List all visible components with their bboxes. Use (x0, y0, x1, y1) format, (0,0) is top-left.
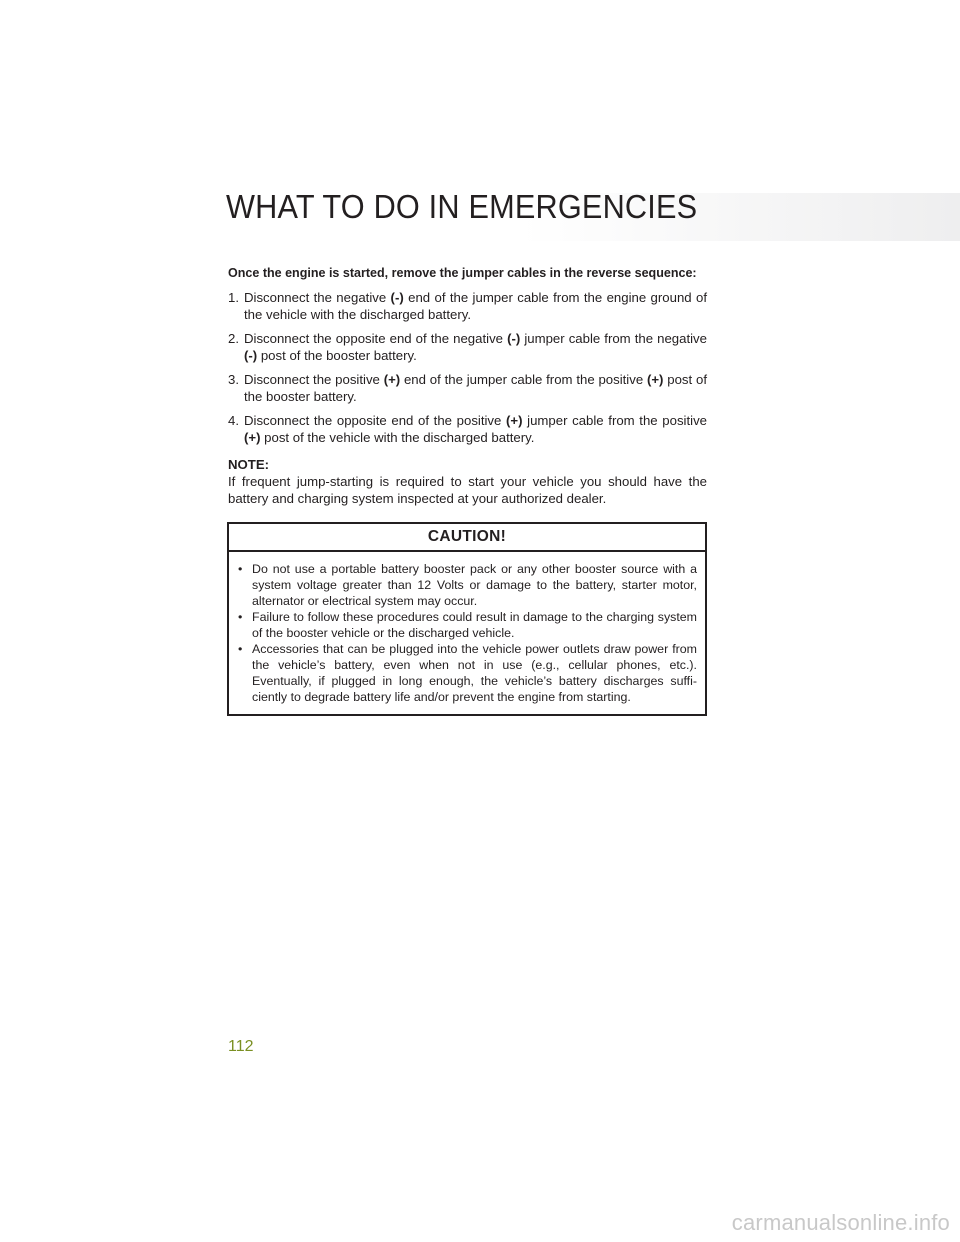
intro-text: Once the engine is started, remove the jumper cables in the reverse sequence: (228, 265, 697, 280)
positive-symbol: (+) (646, 372, 664, 387)
step-text: post of the booster battery. (257, 348, 417, 363)
caution-item-text: Accessories that can be plugged into the vehicle power outlets draw power from the vehicle’s battery, even when not in use (e.g., cellular phones, etc.). Eventually, if plugged in long enough, the vehicle’s battery discharges suffi-ciently to degrade battery life and/or prevent the engine from starting. (252, 642, 697, 704)
caution-item-text: Do not use a portable battery booster pack or any other booster source with a system voltage greater than 12 Volts or damage to the battery, starter motor, alternator or electrical system may occur. (252, 562, 697, 608)
negative-symbol: (-) (390, 290, 404, 305)
step-text: Disconnect the positive (244, 372, 384, 387)
step-text: jumper cable from the positive (522, 413, 707, 428)
step-item (228, 412, 707, 446)
main-content (228, 264, 707, 507)
positive-symbol: (+) (244, 430, 261, 445)
positive-symbol: (+) (383, 372, 401, 387)
watermark: carmanualsonline.info (731, 1210, 950, 1235)
positive-symbol: (+) (506, 413, 523, 428)
step-number: 4. (228, 413, 239, 428)
step-item (228, 330, 707, 364)
step-text: Disconnect the opposite end of the negative (244, 331, 508, 346)
step-item (228, 289, 707, 323)
step-item (228, 371, 707, 405)
step-number: 2. (228, 331, 239, 346)
step-text: post of the booster battery. (244, 372, 707, 404)
step-number: 3. (228, 372, 239, 387)
caution-item (237, 561, 697, 609)
note-text: If frequent jump-starting is required to start your vehicle you should have the battery and charging system inspected at your authorized dealer. (228, 474, 707, 506)
step-number: 1. (228, 290, 239, 305)
caution-title: CAUTION! (229, 524, 705, 552)
bullet-icon: • (238, 562, 243, 576)
step-text: jumper cable from the negative (520, 331, 707, 346)
steps-list (228, 289, 707, 446)
section-title: WHAT TO DO IN EMERGENCIES (226, 188, 698, 225)
caution-item (237, 609, 697, 641)
bullet-icon: • (238, 642, 243, 656)
bullet-icon: • (238, 610, 243, 624)
negative-symbol: (-) (244, 348, 258, 363)
negative-symbol: (-) (507, 331, 521, 346)
caution-box (227, 522, 707, 716)
step-text: end of the jumper cable from the engine ground of the vehicle with the discharged battery. (244, 290, 707, 322)
page-number: 112 (228, 1038, 254, 1055)
note-label: NOTE: (228, 457, 270, 472)
caution-list (229, 552, 705, 714)
step-text: end of the jumper cable from the positive (400, 372, 647, 387)
step-text: Disconnect the negative (244, 290, 391, 305)
step-text: Disconnect the opposite end of the positive (244, 413, 507, 428)
caution-item-text: Failure to follow these procedures could result in damage to the charging system of the booster vehicle or the discharged vehicle. (252, 610, 697, 640)
step-text: post of the vehicle with the discharged battery. (260, 430, 535, 445)
caution-item (237, 641, 697, 705)
